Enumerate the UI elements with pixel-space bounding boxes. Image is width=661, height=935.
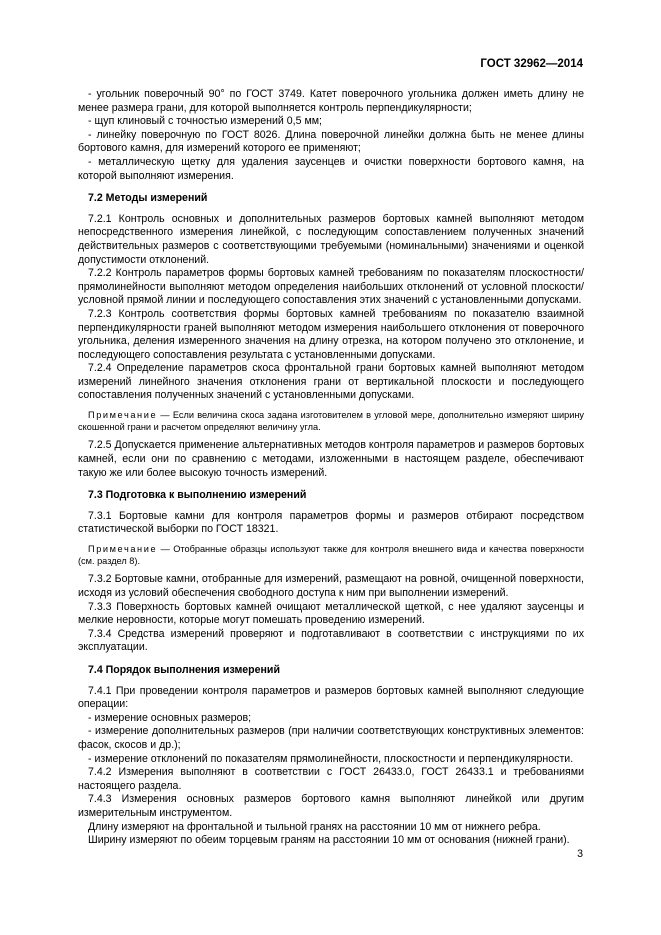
paragraph-7-2-1: 7.2.1 Контроль основных и дополнительных размеров бортовых камней выполняют методом непосредственного измерения линейкой, с последующим сопоставлением полученных значений действительных размеров с соответствующими требуемыми (номинальными) значениями и оценкой допустимости отклонений. <box>78 212 584 266</box>
section-heading-7-2: 7.2 Методы измерений <box>88 192 208 205</box>
section-heading-7-4: 7.4 Порядок выполнения измерений <box>88 664 280 676</box>
paragraph-7-3-4: 7.3.4 Средства измерений проверяют и подготавливают в соответствии с инструкциями по их эксплуатации. <box>78 627 584 654</box>
page-number: 3 <box>577 848 583 860</box>
note-7-3-1 <box>78 543 584 567</box>
paragraph-7-3-3: 7.3.3 Поверхность бортовых камней очищают металлической щеткой, с нее удаляют заусенцы и мелкие неровности, которые могут помешать проведению измерений. <box>78 600 584 627</box>
note-label: Примечание <box>88 410 158 421</box>
paragraph-7-2-5: 7.2.5 Допускается применение альтернативных методов контроля параметров и размеров бортовых камней, если они по сравнению с методами, изложенными в настоящем разделе, обеспечивают такую же или более высокую точность измерений. <box>78 439 584 479</box>
list-item: - измерение отклонений по показателям прямолинейности, плоскостности и перпендикулярности. <box>88 752 574 765</box>
page-content <box>78 88 584 848</box>
list-item: - измерение основных размеров; <box>88 711 252 724</box>
paragraph-7-3-1: 7.3.1 Бортовые камни для контроля параметров формы и размеров отбирают посредством статистической выборки по ГОСТ 18321. <box>78 509 584 536</box>
paragraph-7-4-1: 7.4.1 При проведении контроля параметров и размеров бортовых камней выполняют следующие операции: <box>78 684 584 711</box>
section-heading-7-3: 7.3 Подготовка к выполнению измерений <box>88 489 307 502</box>
paragraph-7-4-3: 7.4.3 Измерения основных размеров бортового камня выполняют линейкой или другим измерительным инструментом. <box>78 793 584 819</box>
paragraph-length: Длину измеряют на фронтальной и тыльной гранях на расстоянии 10 мм от нижнего ребра. <box>88 820 541 833</box>
list-item: - металлическую щетку для удаления заусенцев и очистки поверхности бортового камня, на которой выполняют измерения. <box>78 155 584 182</box>
note-label: Примечание <box>88 544 158 555</box>
paragraph-width: Ширину измеряют по обеим торцевым граням на расстоянии 10 мм от основания (нижней грани). <box>88 834 570 847</box>
list-item: - линейку поверочную по ГОСТ 8026. Длина поверочной линейки должна быть не менее длины бортового камня, для измерений которого ее применяют; <box>78 128 584 155</box>
paragraph-7-4-2: 7.4.2 Измерения выполняют в соответствии с ГОСТ 26433.0, ГОСТ 26433.1 и требованиями настоящего раздела. <box>78 766 584 792</box>
document-header: ГОСТ 32962—2014 <box>480 58 583 70</box>
note-text: — Отобранные образцы используют также для контроля внешнего вида и качества поверхности (см. раздел 8). <box>78 544 584 567</box>
note-text: — Если величина скоса задана изготовителем в угловой мере, дополнительно измеряют ширину скошенной грани и расчетом определяют величину угла. <box>78 410 584 433</box>
paragraph-7-2-2: 7.2.2 Контроль параметров формы бортовых камней требованиям по показателям плоскостности/прямолинейности выполняют методом определения наибольших отклонений от условной плоскости/условной прямой линии и последующего сопоставления этих значений с установленными допусками. <box>78 267 584 307</box>
paragraph-7-2-4: 7.2.4 Определение параметров скоса фронтальной грани бортовых камней выполняют методом измерений линейного значения отклонения грани от вертикальной плоскости и последующего сопоставления полученных значений с установленными допусками. <box>78 362 584 402</box>
paragraph-7-3-2: 7.3.2 Бортовые камни, отобранные для измерений, размещают на ровной, очищенной поверхности, исходя из условий обеспечения свободного доступа к ним при выполнении измерений. <box>78 573 584 600</box>
paragraph-7-2-3: 7.2.3 Контроль соответствия формы бортовых камней требованиям по показателю взаимной перпендикулярности граней выполняют методом измерения наибольшего отклонения от поверочного угольника, деления измеренного значения на длину отрезка, на котором получено это отклонение, и последующего сопоставления результата с установленными допусками. <box>78 307 584 361</box>
list-item: - щуп клиновый с точностью измерений 0,5 мм; <box>88 115 322 128</box>
note-7-2-4 <box>78 409 584 433</box>
list-item: - угольник поверочный 90° по ГОСТ 3749. Катет поверочного угольника должен иметь длину не менее размера грани, для которой выполняется контроль перпендикулярности; <box>78 88 584 114</box>
list-item: - измерение дополнительных размеров (при наличии соответствующих конструктивных элементов: фасок, скосов и др.); <box>78 725 584 751</box>
